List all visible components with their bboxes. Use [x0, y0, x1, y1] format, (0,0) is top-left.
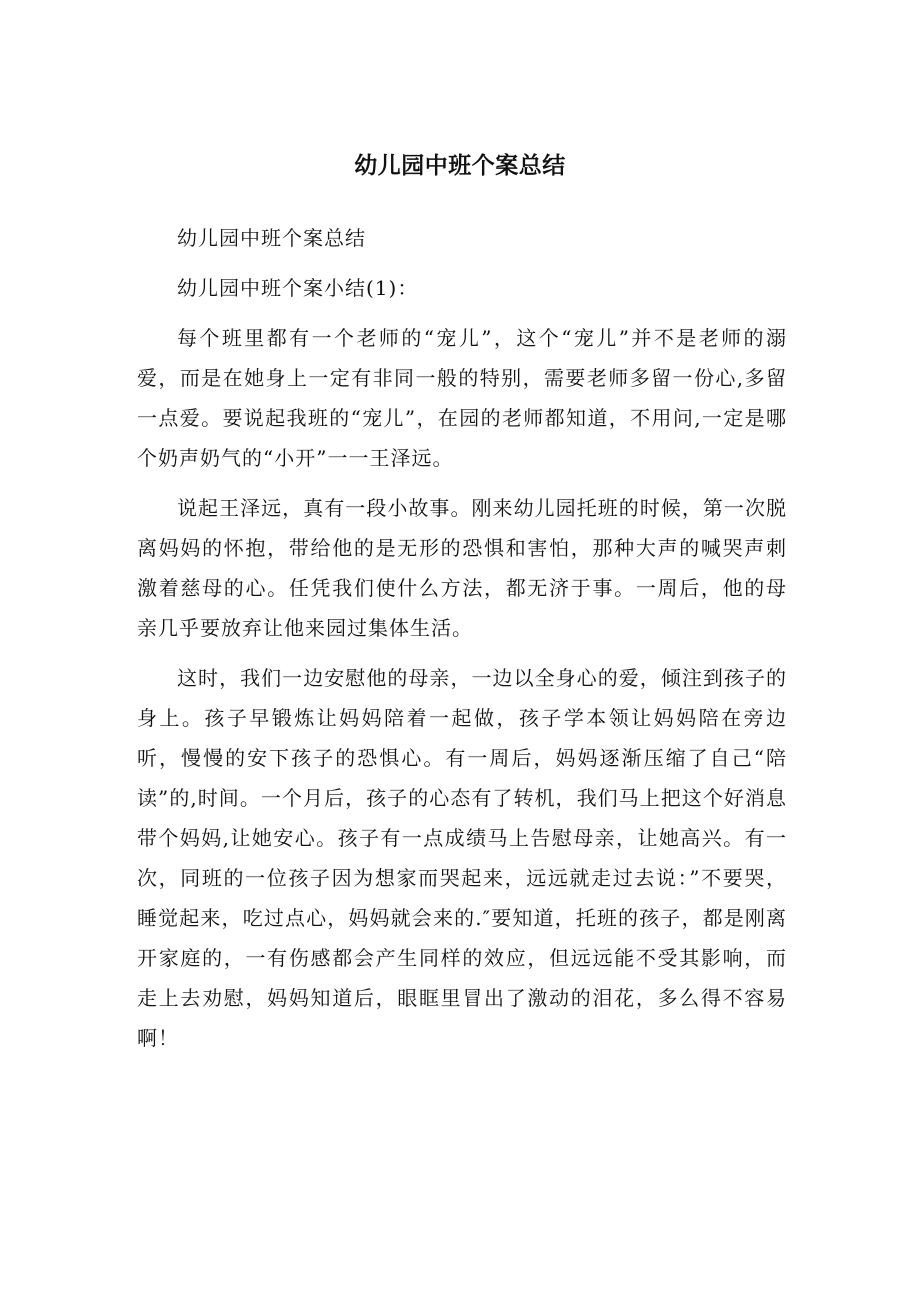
- paragraph: 说起王泽远，真有一段小故事。刚来幼儿园托班的时候，第一次脱离妈妈的怀抱，带给他的是无形的恐惧和害怕，那种大声的喊哭声刺激着慈母的心。任凭我们使什么方法，都无济于事。一周后，他的母亲几乎要放弃让他来园过集体生活。: [137, 496, 787, 640]
- document-subtitle: 幼儿园中班个案总结: [177, 226, 366, 250]
- section-heading: 幼儿园中班个案小结(1)：: [177, 276, 419, 300]
- document-body: [137, 218, 787, 1068]
- paragraph: 这时，我们一边安慰他的母亲，一边以全身心的爱，倾注到孩子的身上。孩子早锻炼让妈妈陪着一起做，孩子学本领让妈妈陪在旁边听，慢慢的安下孩子的恐惧心。有一周后，妈妈逐渐压缩了自己“陪读”的,时间。一个月后，孩子的心态有了转机，我们马上把这个好消息带个妈妈,让她安心。孩子有一点成绩马上告慰母亲，让她高兴。有一次，同班的一位孩子因为想家而哭起来，远远就走过去说：”不要哭，睡觉起来，吃过点心，妈妈就会来的.″要知道，托班的孩子，都是刚离开家庭的，一有伤感都会产生同样的效应，但远远能不受其影响，而走上去劝慰，妈妈知道后，眼眶里冒出了激动的泪花，多么得不容易啊！: [137, 666, 787, 1050]
- page-title: 幼儿园中班个案总结: [354, 153, 566, 179]
- paragraph: 每个班里都有一个老师的“宠儿”，这个“宠儿”并不是老师的溺爱，而是在她身上一定有非同一般的特别，需要老师多留一份心,多留一点爱。要说起我班的“宠儿”，在园的老师都知道，不用问,一定是哪个奶声奶气的“小开”一一王泽远。: [137, 326, 787, 470]
